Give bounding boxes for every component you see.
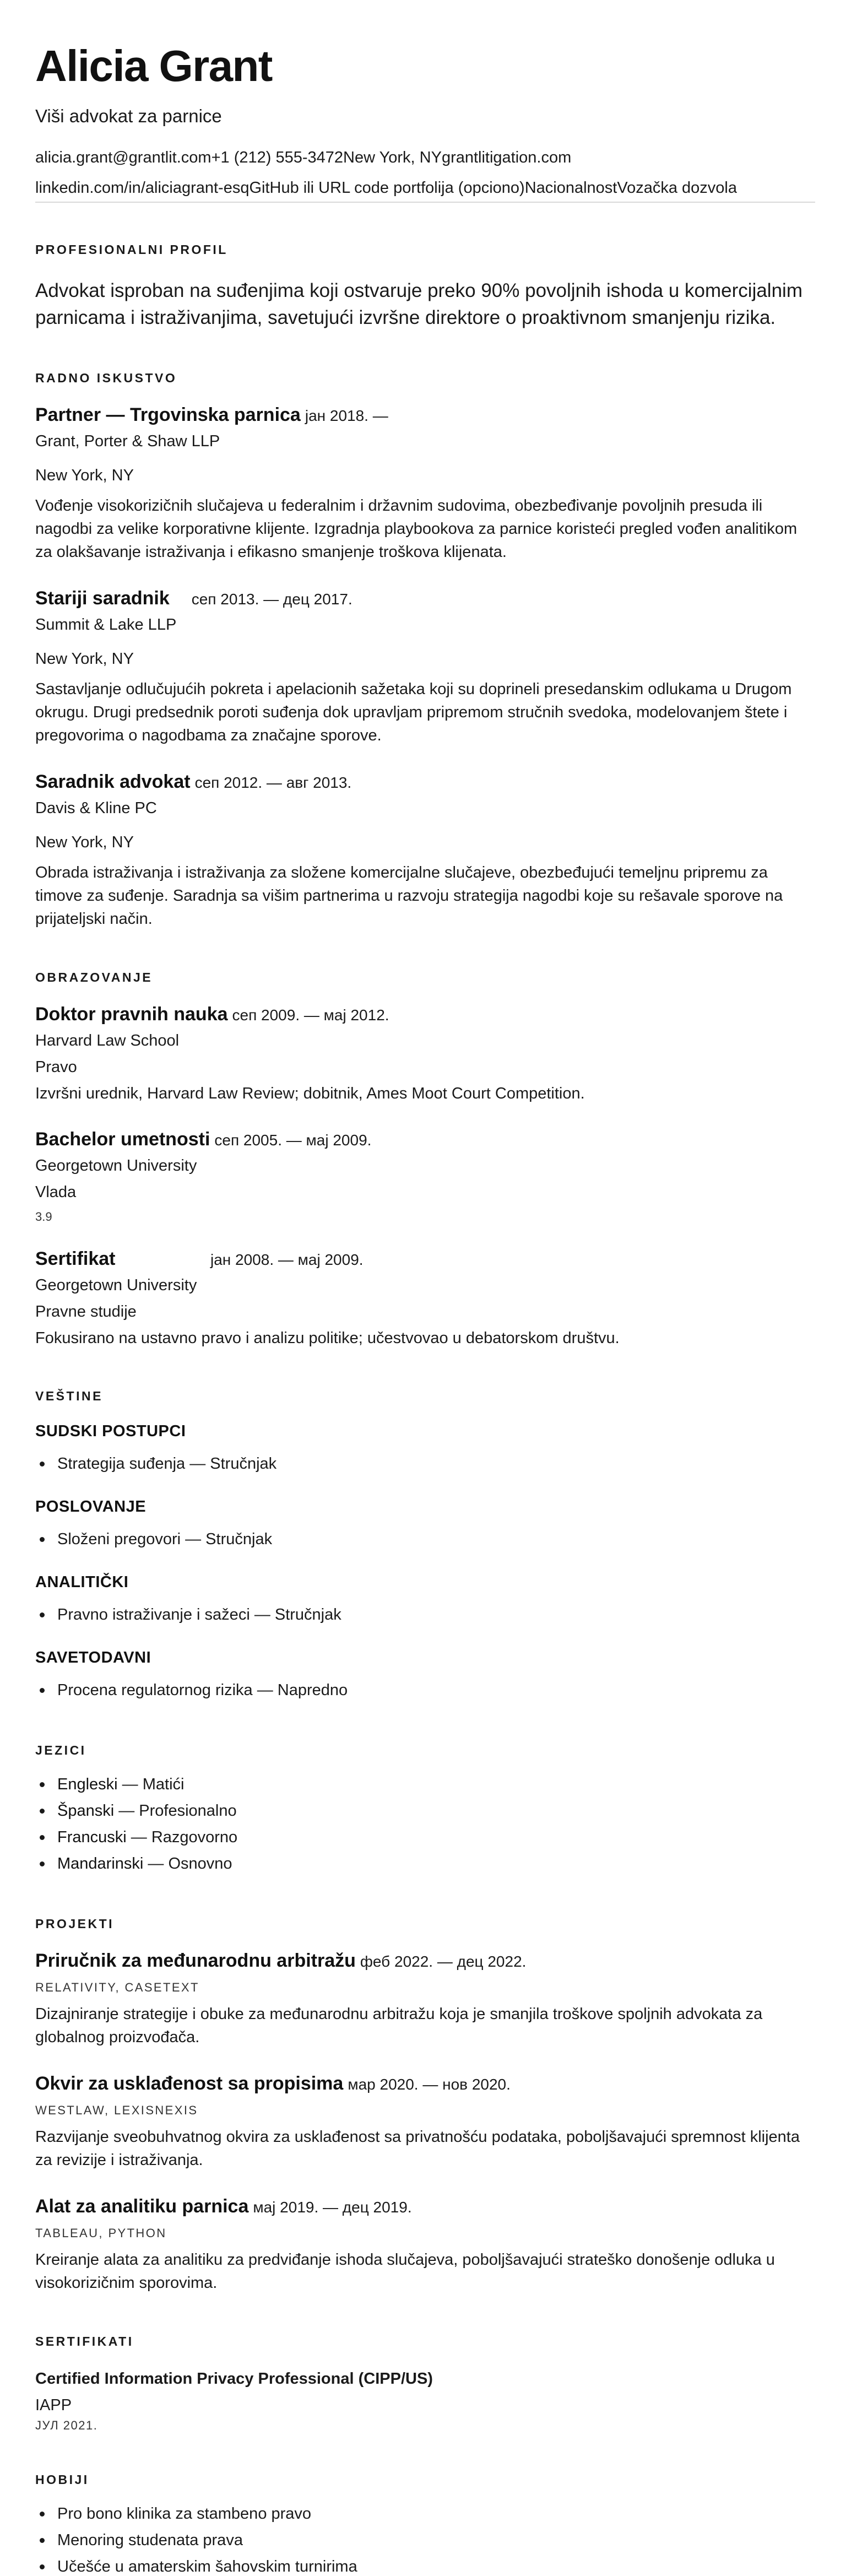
- field-of-study: Pravne studije: [35, 1303, 137, 1321]
- languages-section: [35, 1743, 811, 1877]
- skill-category: POSLOVANJE: [35, 1498, 147, 1516]
- section-title: RADNO ISKUSTVO: [35, 371, 177, 385]
- skill-item: Pravno istraživanje i sažeci — Stručnjak: [35, 1601, 811, 1628]
- experience-entry: [35, 404, 811, 564]
- certification-issuer: IAPP: [35, 2396, 72, 2414]
- section-title: HOBIJI: [35, 2472, 89, 2487]
- section-title: VEŠTINE: [35, 1389, 103, 1403]
- contact-license: Vozačka dozvola: [617, 179, 737, 197]
- education-entry: [35, 1004, 811, 1105]
- hobby-list: [35, 2501, 811, 2576]
- job-dates: сеп 2012. — авг 2013.: [194, 774, 352, 791]
- experience-section: [35, 371, 811, 930]
- job-location: New York, NY: [35, 834, 134, 851]
- education-dates: јан 2008. — мај 2009.: [210, 1251, 364, 1268]
- job-title: Stariji saradnik: [35, 588, 170, 609]
- section-title: OBRAZOVANJE: [35, 970, 153, 984]
- project-tools: TABLEAU, PYTHON: [35, 2226, 167, 2240]
- company-name: Summit & Lake LLP: [35, 616, 177, 634]
- contact-row-primary: [35, 149, 811, 167]
- project-entry: [35, 2196, 811, 2294]
- language-name: Mandarinski: [57, 1855, 144, 1873]
- contact-nationality: Nacionalnost: [524, 179, 617, 197]
- section-title: PROFESIONALNI PROFIL: [35, 242, 228, 257]
- language-name: Španski: [57, 1802, 115, 1820]
- degree-title: Doktor pravnih nauka: [35, 1004, 228, 1025]
- hobby-item: Pro bono klinika za stambeno pravo: [35, 2501, 811, 2527]
- skill-item: Strategija suđenja — Stručnjak: [35, 1451, 811, 1477]
- project-description: Razvijanje sveobuhvatnog okvira za usklađenost sa privatnošću podataka, poboljšavajući spremnost klijenta za revizije i istraživanja.: [35, 2128, 800, 2169]
- school-name: Georgetown University: [35, 1276, 197, 1294]
- job-description: Vođenje visokorizičnih slučajeva u federalnim i državnim sudovima, obezbeđivanje povoljnih presuda ili nagodbi za velike korporativne klijente. Izgradnja playbookova za parnice koristeći pregled vođen analitikom za olakšavanje istraživanja i efikasno smanjenje troškova klijenata.: [35, 497, 798, 561]
- skill-group: [35, 1649, 811, 1703]
- candidate-headline: Viši advokat za parnice: [35, 106, 222, 126]
- contact-email[interactable]: alicia.grant@grantlit.com: [35, 149, 212, 166]
- education-entry: [35, 1129, 811, 1224]
- language-name: Francuski: [57, 1828, 127, 1846]
- experience-entry: [35, 771, 811, 930]
- school-name: Harvard Law School: [35, 1032, 180, 1049]
- job-location: New York, NY: [35, 467, 134, 484]
- project-dates: мај 2019. — дец 2019.: [253, 2199, 412, 2216]
- project-tools: RELATIVITY, CASETEXT: [35, 1980, 199, 1994]
- job-location: New York, NY: [35, 650, 134, 668]
- contact-website[interactable]: grantlitigation.com: [441, 149, 572, 166]
- projects-section: [35, 1917, 811, 2294]
- entry-header: [35, 2196, 811, 2217]
- resume-header: [35, 41, 811, 203]
- job-dates: сеп 2013. — дец 2017.: [191, 591, 352, 608]
- project-entry: [35, 2073, 811, 2172]
- skill-group: [35, 1422, 811, 1477]
- section-title: PROJEKTI: [35, 1917, 115, 1931]
- skills-section: [35, 1389, 811, 1703]
- project-name: Alat za analitiku parnica: [35, 2196, 249, 2217]
- school-name: Georgetown University: [35, 1157, 197, 1175]
- skill-item: Procena regulatornog rizika — Napredno: [35, 1677, 811, 1703]
- hobbies-section: [35, 2472, 811, 2576]
- project-dates: мар 2020. — нов 2020.: [348, 2076, 511, 2093]
- project-dates: феб 2022. — дец 2022.: [360, 1953, 527, 1970]
- candidate-name: Alicia Grant: [35, 41, 272, 90]
- job-title: Partner — Trgovinska parnica: [35, 404, 301, 425]
- entry-header: [35, 1004, 811, 1025]
- education-note: Izvršni urednik, Harvard Law Review; dobitnik, Ames Moot Court Competition.: [35, 1085, 585, 1102]
- contact-location: New York, NY: [343, 149, 442, 166]
- field-of-study: Pravo: [35, 1058, 77, 1076]
- job-dates: јан 2018. —: [305, 407, 388, 424]
- entry-header: [35, 588, 811, 609]
- language-item: [35, 1798, 811, 1824]
- contact-portfolio[interactable]: GitHub ili URL code portfolija (opciono): [249, 179, 525, 197]
- experience-entry: [35, 588, 811, 747]
- skill-category: ANALITIČKI: [35, 1573, 129, 1591]
- language-list: [35, 1771, 811, 1877]
- contact-row-secondary: [35, 179, 811, 197]
- language-item: [35, 1824, 811, 1850]
- skill-category: SAVETODAVNI: [35, 1649, 151, 1666]
- language-level: — Razgovorno: [126, 1828, 238, 1846]
- certification-name: Certified Information Privacy Professional (CIPP/US): [35, 2370, 433, 2388]
- job-description: Sastavljanje odlučujućih pokreta i apelacionih sažetaka koji su doprineli presedanskim odlukama u Drugom okrugu. Drugi predsednik poroti suđenja dok upravljam pripremom stručnih svedoka, modelovanjem štete i pregovorima o nagodbama za značajne sporove.: [35, 680, 792, 744]
- skill-group: [35, 1498, 811, 1552]
- language-level: — Osnovno: [143, 1855, 232, 1873]
- language-level: — Profesionalno: [114, 1802, 237, 1820]
- project-name: Priručnik za međunarodnu arbitražu: [35, 1950, 356, 1971]
- certification-date: ЈУЛ 2021.: [35, 2418, 98, 2432]
- contact-phone[interactable]: +1 (212) 555-3472: [211, 149, 344, 166]
- degree-title: Sertifikat: [35, 1248, 116, 1269]
- field-of-study: Vlada: [35, 1183, 77, 1201]
- entry-header: [35, 1129, 811, 1150]
- skill-item: Složeni pregovori — Stručnjak: [35, 1526, 811, 1552]
- skill-category: SUDSKI POSTUPCI: [35, 1422, 186, 1440]
- contact-linkedin[interactable]: linkedin.com/in/aliciagrant-esq: [35, 179, 250, 197]
- hobby-item: Menoring studenata prava: [35, 2527, 811, 2553]
- entry-header: [35, 771, 811, 793]
- language-item: [35, 1850, 811, 1877]
- section-title: SERTIFIKATI: [35, 2334, 134, 2348]
- education-note: Fokusirano na ustavno pravo i analizu politike; učestvovao u debatorskom društvu.: [35, 1329, 620, 1347]
- job-title: Saradnik advokat: [35, 771, 191, 792]
- header-divider: [35, 202, 815, 203]
- certifications-section: [35, 2334, 811, 2433]
- language-level: — Matići: [117, 1776, 185, 1793]
- education-entry: [35, 1248, 811, 1349]
- project-tools: WESTLAW, LEXISNEXIS: [35, 2103, 198, 2117]
- project-description: Dizajniranje strategije i obuke za međunarodnu arbitražu koja je smanjila troškove spoljnih advokata za globalnog proizvođača.: [35, 2005, 763, 2046]
- project-description: Kreiranje alata za analitiku za predviđanje ishoda slučajeva, poboljšavajući strateško donošenje odluka u visokorizičnim sporovima.: [35, 2251, 775, 2292]
- company-name: Davis & Kline PC: [35, 799, 157, 817]
- skill-list: [35, 1526, 811, 1552]
- entry-header: [35, 404, 811, 426]
- skill-list: [35, 1601, 811, 1628]
- entry-header: [35, 1950, 811, 1972]
- company-name: Grant, Porter & Shaw LLP: [35, 432, 220, 450]
- education-dates: сеп 2009. — мај 2012.: [232, 1006, 389, 1024]
- project-name: Okvir za usklađenost sa propisima: [35, 2073, 344, 2094]
- entry-header: [35, 2073, 811, 2095]
- language-item: [35, 1771, 811, 1798]
- entry-header: [35, 1248, 811, 1270]
- section-title: JEZICI: [35, 1743, 86, 1757]
- gpa-value: 3.9: [35, 1210, 52, 1224]
- education-dates: сеп 2005. — мај 2009.: [214, 1132, 372, 1149]
- education-section: [35, 970, 811, 1349]
- skill-list: [35, 1451, 811, 1477]
- hobby-item: Učešće u amaterskim šahovskim turnirima: [35, 2553, 811, 2576]
- certification-entry: [35, 2368, 811, 2433]
- degree-title: Bachelor umetnosti: [35, 1129, 210, 1150]
- project-entry: [35, 1950, 811, 2049]
- skill-list: [35, 1677, 811, 1703]
- language-name: Engleski: [57, 1776, 118, 1793]
- skill-group: [35, 1573, 811, 1628]
- profile-section: [35, 242, 811, 331]
- job-description: Obrada istraživanja i istraživanja za složene komercijalne slučajeve, obezbeđujući temeljnu pripremu za timove za suđenje. Saradnja sa višim partnerima u razvoju strategija nagodbi koje su rešavale sporove na prijateljski način.: [35, 864, 783, 928]
- profile-summary: Advokat isproban na suđenjima koji ostvaruje preko 90% povoljnih ishoda u komercijalnim parnicama i istraživanjima, savetujući izvršne direktore o proaktivnom smanjenju rizika.: [35, 280, 802, 328]
